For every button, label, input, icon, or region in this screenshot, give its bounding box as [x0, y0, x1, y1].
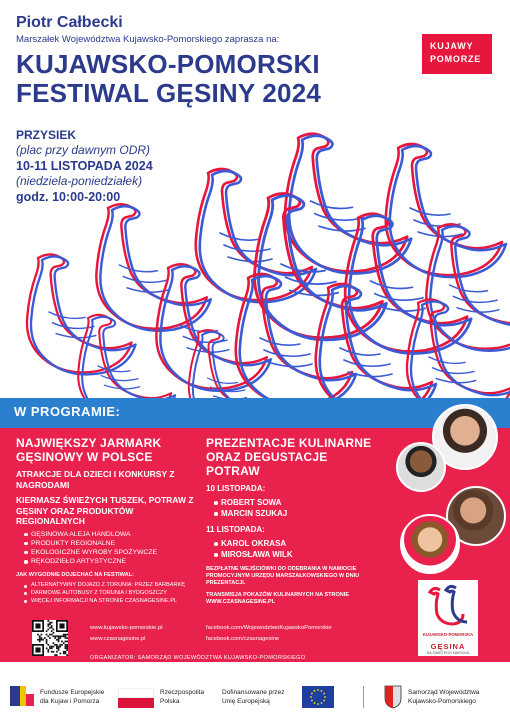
goose-outline	[31, 256, 136, 374]
market-heading-2: GĘSINOWY W POLSCE	[16, 450, 153, 464]
website-link-2[interactable]: www.czasnagesine.pl	[90, 636, 146, 642]
list-item: WIĘCEJ INFORMACJI NA STRONIE CZASNAGESINE.PL	[24, 598, 200, 606]
organizer-name: Piotr Całbecki	[16, 14, 123, 31]
day-2-chefs	[206, 538, 372, 560]
regional-gov-line-2: Kujawsko-Pomorskiego	[408, 697, 476, 705]
day-1-chefs	[206, 497, 372, 519]
regional-gov-line-1: Samorząd Województwa	[408, 689, 480, 696]
gesina-logo	[418, 580, 478, 656]
market-heading-1: NAJWIĘKSZY JARMARK	[16, 436, 162, 450]
list-item: RĘKODZIEŁO ARTYSTYCZNE	[24, 557, 200, 566]
event-days: (niedziela-poniedziałek)	[16, 174, 143, 188]
event-dates: 10-11 LISTOPADA 2024	[16, 159, 153, 173]
poland-flag-icon	[118, 688, 154, 708]
culinary-heading-1: PREZENTACJE KULINARNE	[206, 436, 372, 450]
website-links	[90, 623, 162, 645]
chef-name: ROBERT SOWA	[214, 497, 372, 508]
market-fair: KIERMASZ ŚWIEŻYCH TUSZEK, POTRAW Z GĘSINY ORAZ PRODUKTÓW REGIONALNYCH	[16, 495, 194, 526]
chef-name: MARCIN SZUKAJ	[214, 508, 372, 519]
broadcast-note: TRANSMISJA POKAZÓW KULINARNYCH NA STRONIE WWW.CZASNAGESINE.PL	[206, 592, 349, 606]
chef-photo-2	[396, 442, 446, 492]
event-details	[16, 128, 216, 205]
event-hours: godz. 10:00-20:00	[16, 190, 121, 204]
title-line-1: KUJAWSKO-POMORSKI	[16, 49, 320, 79]
invite-line: Marszałek Województwa Kujawsko-Pomorskiego zaprasza na:	[16, 34, 280, 45]
festival-title	[16, 50, 436, 108]
chef-name: MIROSŁAWA WILK	[214, 549, 372, 560]
qr-code[interactable]	[32, 620, 68, 656]
website-link-1[interactable]: www.kujawsko-pomorskie.pl	[90, 625, 163, 631]
facebook-link-1[interactable]: facebook.com/WojewodztwoKujawskoPomorskie	[206, 625, 332, 631]
facebook-links	[206, 623, 332, 645]
program-right-column	[206, 436, 372, 606]
poland-text	[160, 689, 204, 706]
list-item: PRODUKTY REGIONALNE	[24, 539, 200, 548]
travel-list	[16, 582, 200, 605]
goose-logo-name: GĘSINA	[430, 642, 466, 651]
eu-funds-text	[40, 689, 104, 706]
market-list	[16, 530, 200, 567]
list-item: EKOLOGICZNE WYROBY SPOŻYWCZE	[24, 548, 200, 557]
eu-funds-line-2: dla Kujaw i Pomorza	[40, 697, 100, 705]
list-item: GĘSINOWA ALEJA HANDLOWA	[24, 530, 200, 539]
travel-title: JAK WYGODNIE DOJECHAĆ NA FESTIWAL:	[16, 572, 134, 579]
list-item: DARMOWE AUTOBUSY Z TORUNIA I BYDGOSZCZY	[24, 590, 200, 598]
eu-funds-line-1: Fundusze Europejskie	[40, 689, 105, 696]
culinary-heading-2: ORAZ DEGUSTACJE	[206, 450, 328, 464]
logo-line-2: POMORZE	[430, 54, 482, 64]
list-item: ALTERNATYWNY DOJAZD Z TORUNIA: PRZEZ BARBARKĘ	[24, 582, 200, 590]
poland-line-2: Polska	[160, 697, 180, 705]
logo-line-1: KUJAWY	[430, 41, 474, 51]
regional-gov-text	[408, 689, 479, 706]
eu-cofunding-line-1: Dofinansowane przez	[222, 689, 285, 696]
goose-logo-line-1: KUJAWSKO-POMORSKA	[422, 632, 474, 637]
facebook-link-2[interactable]: facebook.com/czasnagesine	[206, 636, 280, 642]
eu-funds-icon	[8, 684, 36, 708]
organizer-line: ORGANIZATOR: SAMORZĄD WOJEWÓDZTWA KUJAWSKO-POMORSKIEGO	[90, 655, 306, 661]
chef-name: KAROL OKRASA	[214, 538, 372, 549]
footer-divider	[363, 686, 364, 708]
program-left-column	[16, 436, 200, 605]
goose-logo-line-2: NA ŚWIĘTEGO MARCINA	[426, 651, 470, 655]
day-2-heading: 11 LISTOPADA:	[206, 525, 265, 534]
coat-of-arms-icon	[384, 685, 402, 709]
goose-outline	[390, 146, 506, 277]
eu-flag-icon	[302, 686, 334, 708]
eu-cofunding-text	[222, 689, 285, 706]
chef-photo-4	[400, 514, 460, 574]
day-1-heading: 10 LISTOPADA:	[206, 484, 266, 493]
program-title: W PROGRAMIE:	[14, 404, 121, 419]
poland-line-1: Rzeczpospolita	[160, 689, 205, 696]
kids-attractions: ATRAKCJE DLA DZIECI I KONKURSY Z NAGRODAMI	[16, 469, 175, 490]
culinary-heading-3: POTRAW	[206, 464, 260, 478]
kujawy-pomorze-logo	[422, 34, 492, 74]
title-line-2: FESTIWAL GĘSINY 2024	[16, 78, 322, 108]
event-place: PRZYSIEK	[16, 128, 77, 142]
tickets-note: BEZPŁATNE WEJŚCIÓWKI DO ODEBRANIA W NAMIOCIE PROMOCYJNYM URZĘDU MARSZAŁKOWSKIEGO W DNIU PREZENTACJI.	[206, 566, 360, 586]
goose-logo-icon	[418, 580, 478, 632]
eu-cofunding-line-2: Unię Europejską	[222, 697, 270, 705]
event-place-note: (plac przy dawnym ODR)	[16, 143, 151, 157]
header	[16, 14, 436, 108]
